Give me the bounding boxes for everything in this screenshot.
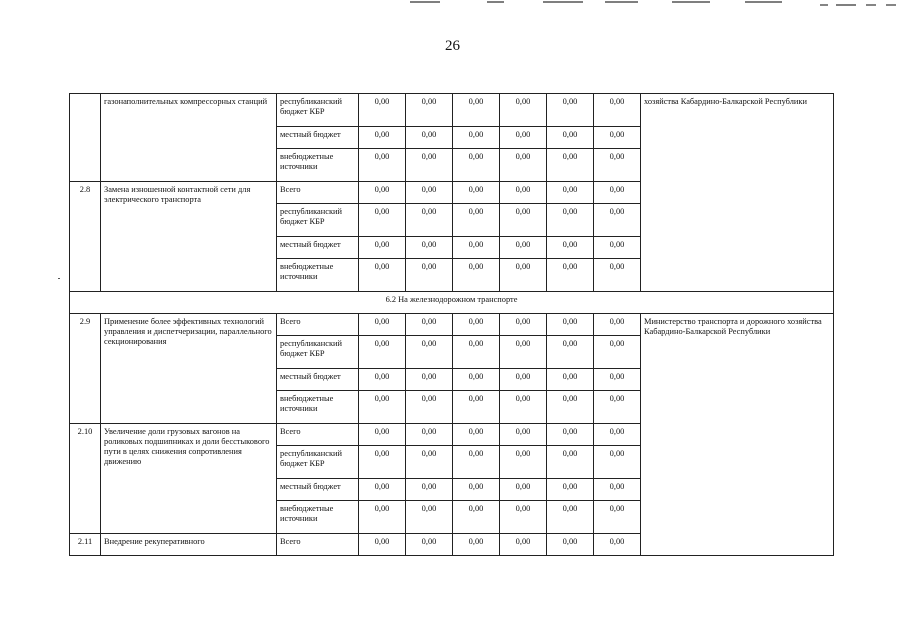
value-cell: 0,00 [594, 237, 641, 259]
value-cell: 0,00 [594, 336, 641, 369]
funding-source-cell: Всего [277, 314, 359, 336]
section-heading: 6.2 На железнодорожном транспорте [70, 292, 834, 314]
value-cell: 0,00 [453, 336, 500, 369]
section-row [70, 292, 834, 314]
table-row [70, 94, 834, 127]
value-cell: 0,00 [500, 94, 547, 127]
funding-source-cell: внебюджетные источники [277, 259, 359, 292]
value-cell: 0,00 [359, 336, 406, 369]
value-cell: 0,00 [594, 259, 641, 292]
value-cell: 0,00 [453, 479, 500, 501]
value-cell: 0,00 [453, 424, 500, 446]
funding-source-cell: внебюджетные источники [277, 391, 359, 424]
value-cell: 0,00 [547, 369, 594, 391]
value-cell: 0,00 [359, 149, 406, 182]
value-cell: 0,00 [594, 534, 641, 556]
item-number-cell: 2.11 [70, 534, 101, 556]
value-cell: 0,00 [594, 501, 641, 534]
item-name-cell: Замена изношенной контактной сети для электрического транспорта [101, 182, 277, 292]
value-cell: 0,00 [359, 446, 406, 479]
value-cell: 0,00 [500, 501, 547, 534]
value-cell: 0,00 [594, 182, 641, 204]
value-cell: 0,00 [547, 237, 594, 259]
value-cell: 0,00 [359, 314, 406, 336]
value-cell: 0,00 [359, 391, 406, 424]
value-cell: 0,00 [500, 479, 547, 501]
funding-source-cell: Всего [277, 424, 359, 446]
value-cell: 0,00 [594, 204, 641, 237]
value-cell: 0,00 [406, 391, 453, 424]
value-cell: 0,00 [500, 534, 547, 556]
value-cell: 0,00 [406, 314, 453, 336]
value-cell: 0,00 [359, 369, 406, 391]
value-cell: 0,00 [594, 314, 641, 336]
value-cell: 0,00 [359, 534, 406, 556]
table-row [70, 314, 834, 336]
value-cell: 0,00 [547, 479, 594, 501]
value-cell: 0,00 [594, 127, 641, 149]
value-cell: 0,00 [359, 237, 406, 259]
value-cell: 0,00 [500, 369, 547, 391]
value-cell: 0,00 [453, 204, 500, 237]
funding-source-cell: местный бюджет [277, 479, 359, 501]
funding-source-cell: местный бюджет [277, 369, 359, 391]
value-cell: 0,00 [547, 501, 594, 534]
value-cell: 0,00 [406, 534, 453, 556]
funding-source-cell: Всего [277, 182, 359, 204]
value-cell: 0,00 [453, 149, 500, 182]
value-cell: 0,00 [406, 204, 453, 237]
value-cell: 0,00 [500, 149, 547, 182]
scan-artifact [58, 278, 60, 279]
value-cell: 0,00 [453, 94, 500, 127]
value-cell: 0,00 [547, 259, 594, 292]
funding-source-cell: республиканский бюджет КБР [277, 446, 359, 479]
value-cell: 0,00 [359, 501, 406, 534]
item-number-cell: 2.10 [70, 424, 101, 534]
executor-cell: Министерство транспорта и дорожного хозяйства Кабардино-Балкарской Республики [641, 314, 834, 556]
value-cell: 0,00 [547, 534, 594, 556]
value-cell: 0,00 [547, 446, 594, 479]
value-cell: 0,00 [406, 336, 453, 369]
value-cell: 0,00 [453, 314, 500, 336]
value-cell: 0,00 [547, 391, 594, 424]
funding-source-cell: Всего [277, 534, 359, 556]
value-cell: 0,00 [453, 127, 500, 149]
value-cell: 0,00 [500, 182, 547, 204]
value-cell: 0,00 [406, 182, 453, 204]
value-cell: 0,00 [406, 259, 453, 292]
value-cell: 0,00 [406, 424, 453, 446]
value-cell: 0,00 [406, 501, 453, 534]
value-cell: 0,00 [359, 204, 406, 237]
value-cell: 0,00 [453, 534, 500, 556]
value-cell: 0,00 [453, 501, 500, 534]
value-cell: 0,00 [359, 127, 406, 149]
value-cell: 0,00 [359, 479, 406, 501]
value-cell: 0,00 [547, 424, 594, 446]
value-cell: 0,00 [594, 94, 641, 127]
funding-source-cell: внебюджетные источники [277, 501, 359, 534]
value-cell: 0,00 [406, 446, 453, 479]
value-cell: 0,00 [547, 314, 594, 336]
value-cell: 0,00 [594, 479, 641, 501]
funding-source-cell: республиканский бюджет КБР [277, 204, 359, 237]
value-cell: 0,00 [453, 182, 500, 204]
item-number-cell [70, 94, 101, 182]
value-cell: 0,00 [500, 127, 547, 149]
value-cell: 0,00 [453, 369, 500, 391]
value-cell: 0,00 [453, 446, 500, 479]
value-cell: 0,00 [406, 94, 453, 127]
value-cell: 0,00 [594, 391, 641, 424]
value-cell: 0,00 [500, 424, 547, 446]
value-cell: 0,00 [359, 424, 406, 446]
value-cell: 0,00 [406, 127, 453, 149]
funding-source-cell: местный бюджет [277, 127, 359, 149]
value-cell: 0,00 [406, 369, 453, 391]
value-cell: 0,00 [547, 94, 594, 127]
item-number-cell: 2.8 [70, 182, 101, 292]
item-name-cell: Внедрение рекуперативного [101, 534, 277, 556]
value-cell: 0,00 [453, 391, 500, 424]
item-name-cell: Применение более эффективных технологий управления и диспетчеризации, параллельного секционирования [101, 314, 277, 424]
value-cell: 0,00 [500, 259, 547, 292]
value-cell: 0,00 [359, 94, 406, 127]
value-cell: 0,00 [547, 182, 594, 204]
value-cell: 0,00 [594, 149, 641, 182]
item-name-cell: газонаполнительных компрессорных станций [101, 94, 277, 182]
value-cell: 0,00 [594, 424, 641, 446]
value-cell: 0,00 [547, 127, 594, 149]
value-cell: 0,00 [406, 479, 453, 501]
value-cell: 0,00 [594, 446, 641, 479]
executor-cell: хозяйства Кабардино-Балкарской Республики [641, 94, 834, 292]
value-cell: 0,00 [500, 446, 547, 479]
value-cell: 0,00 [547, 336, 594, 369]
funding-source-cell: республиканский бюджет КБР [277, 94, 359, 127]
value-cell: 0,00 [359, 259, 406, 292]
item-number-cell: 2.9 [70, 314, 101, 424]
funding-source-cell: республиканский бюджет КБР [277, 336, 359, 369]
value-cell: 0,00 [500, 204, 547, 237]
value-cell: 0,00 [406, 237, 453, 259]
value-cell: 0,00 [547, 204, 594, 237]
value-cell: 0,00 [453, 237, 500, 259]
page-number: 26 [445, 38, 460, 54]
value-cell: 0,00 [406, 149, 453, 182]
value-cell: 0,00 [500, 314, 547, 336]
value-cell: 0,00 [453, 259, 500, 292]
item-name-cell: Увеличение доли грузовых вагонов на роликовых подшипниках и доли бесстыкового пути в целях снижения сопротивления движению [101, 424, 277, 534]
value-cell: 0,00 [359, 182, 406, 204]
funding-source-cell: внебюджетные источники [277, 149, 359, 182]
value-cell: 0,00 [500, 391, 547, 424]
top-edge-dash-marks [0, 0, 905, 12]
value-cell: 0,00 [594, 369, 641, 391]
value-cell: 0,00 [500, 336, 547, 369]
budget-table [69, 93, 834, 556]
funding-source-cell: местный бюджет [277, 237, 359, 259]
value-cell: 0,00 [547, 149, 594, 182]
value-cell: 0,00 [500, 237, 547, 259]
